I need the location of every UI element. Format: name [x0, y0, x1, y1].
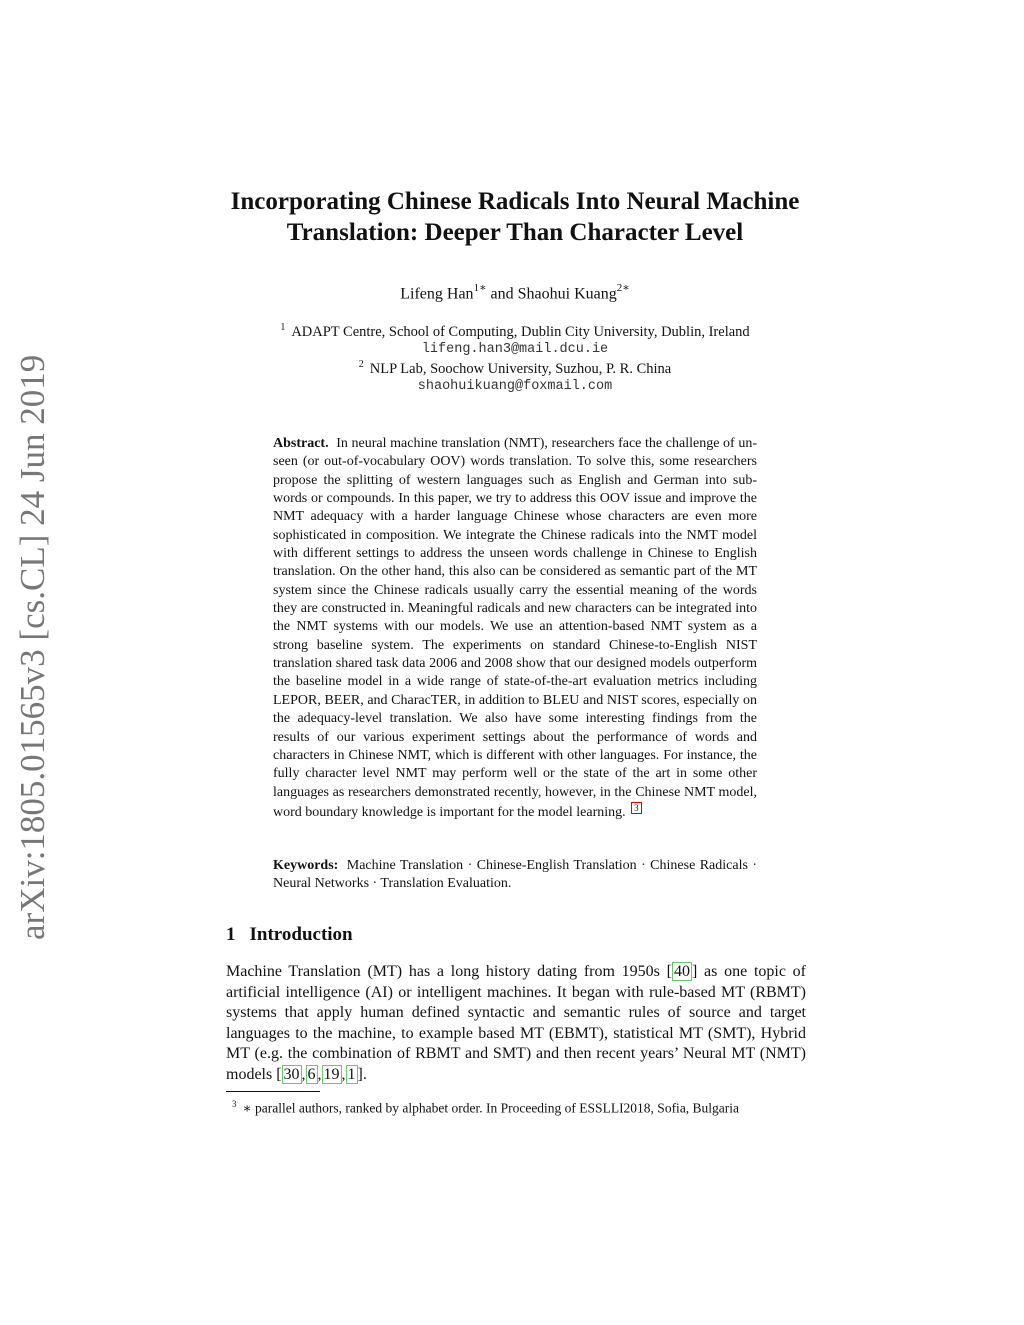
author-mark: 2∗ — [616, 282, 630, 294]
intro-text: ]. — [357, 1065, 367, 1083]
intro-text: ] as one topic of artificial intelligence (AI) or intelligent machines. It began with rule-based MT (RBMT) systems that apply human defined syntactic and semantic rules of source and target languages to the machine, to example based MT (EBMT), statistical MT (SMT), Hybrid MT (e.g. the combination of RBMT and SMT) and then recent years’ Neural MT (NMT) models [ — [226, 963, 807, 1083]
email-link[interactable]: lifeng.han3@mail.dcu.ie — [421, 341, 609, 357]
affiliation-mark: 1 — [280, 322, 286, 333]
abstract-text: In neural machine translation (NMT), researchers face the challenge of un-seen (or out-of-vocabulary OOV) words translation. To solve this, some researchers propose the splitting of western languages such as English and German into sub-words or compounds. In this paper, we try to address this OOV issue and improve the NMT adequacy with a harder language Chinese whose characters are even more sophisticated in composition. We integrate the Chinese radicals into the NMT model with different settings to address the unseen words challenge in Chinese to English translation. On the other hand, this also can be considered as semantic part of the MT system since the Chinese radicals usually carry the essential meaning of the words they are constructed in. Meaningful radicals and new characters can be integrated into the NMT systems with our models. We use an attention-based NMT system as a strong baseline system. The experiments on standard Chinese-to-English NIST translation shared task data 2006 and 2008 show that our designed models outperform the baseline model in a wide range of state-of-the-art evaluation metrics including LEPOR, BEER, and CharacTER, in addition to BLEU and NIST scores, especially on the adequacy-level translation. We also have some interesting findings from the results of our various experiment settings about the performance of words and characters in Chinese NMT, which is different with other languages. For instance, the fully character level NMT may perform well or the state of the art in some other languages as researchers demonstrated recently, however, in the Chinese NMT model, word boundary knowledge is important for the model learning. — [273, 436, 757, 820]
citation-link[interactable]: 6 — [307, 1065, 316, 1083]
intro-paragraph: Machine Translation (MT) has a long history dating from 1950s [ 40 ] as one topic of artificial intelligence (AI) or intelligent machines. It began with rule-based MT (RBMT) systems that apply human defined syntactic and semantic rules of source and target languages to the machine, to example based MT (EBMT), statistical MT (SMT), Hybrid MT (e.g. the combination of RBMT and SMT) and then recent years’ Neural MT (NMT) models [ 30 , 6 , 19 , 1 ]. — [226, 963, 807, 1083]
footnote-text: ∗ parallel authors, ranked by alphabet order. In Proceeding of ESSLLI2018, Sofia, Bulgaria — [242, 1100, 740, 1116]
keywords — [273, 857, 757, 894]
abstract — [273, 435, 757, 822]
author-line — [0, 282, 1024, 303]
footnote — [232, 1096, 822, 1117]
intro-text: Machine Translation (MT) has a long history dating from 1950s [ — [226, 963, 672, 980]
citation-link[interactable]: 40 — [673, 963, 690, 980]
section-title: Introduction — [249, 924, 353, 945]
affiliation-text: NLP Lab, Soochow University, Suzhou, P. R. China — [369, 360, 672, 377]
footnote-divider — [226, 1091, 320, 1092]
keywords-label: Keywords: — [273, 858, 339, 873]
email-link[interactable]: shaohuikuang@foxmail.com — [417, 378, 613, 394]
keywords-text: Machine Translation · Chinese-English Translation · Chinese Radicals · Neural Networks · Translation Evaluation. — [273, 858, 758, 892]
footnote-mark: 3 — [232, 1099, 237, 1109]
citation-link[interactable]: 1 — [347, 1065, 356, 1083]
author-joiner: and — [490, 285, 514, 303]
author-name: Lifeng Han — [400, 285, 474, 303]
citation-link[interactable]: 30 — [283, 1065, 300, 1083]
citation-link[interactable]: 19 — [323, 1065, 340, 1083]
affiliation-text: ADAPT Centre, School of Computing, Dublin City University, Dublin, Ireland — [291, 323, 750, 340]
author-mark: 1∗ — [473, 282, 487, 294]
section-heading — [226, 924, 353, 946]
arxiv-identifier: arXiv:1805.01565v3 [cs.CL] 24 Jun 2019 — [13, 354, 52, 940]
section-number: 1 — [226, 924, 236, 945]
author-name: Shaohui Kuang — [517, 285, 617, 303]
affiliation-mark: 2 — [358, 359, 364, 370]
paper-title: Incorporating Chinese Radicals Into Neural Machine Translation: Deeper Than Character Level — [230, 188, 800, 246]
abstract-label: Abstract. — [273, 436, 329, 451]
affiliation-2 — [200, 356, 830, 396]
affiliation-1 — [200, 319, 830, 359]
footnote-link[interactable]: 3 — [631, 802, 642, 814]
